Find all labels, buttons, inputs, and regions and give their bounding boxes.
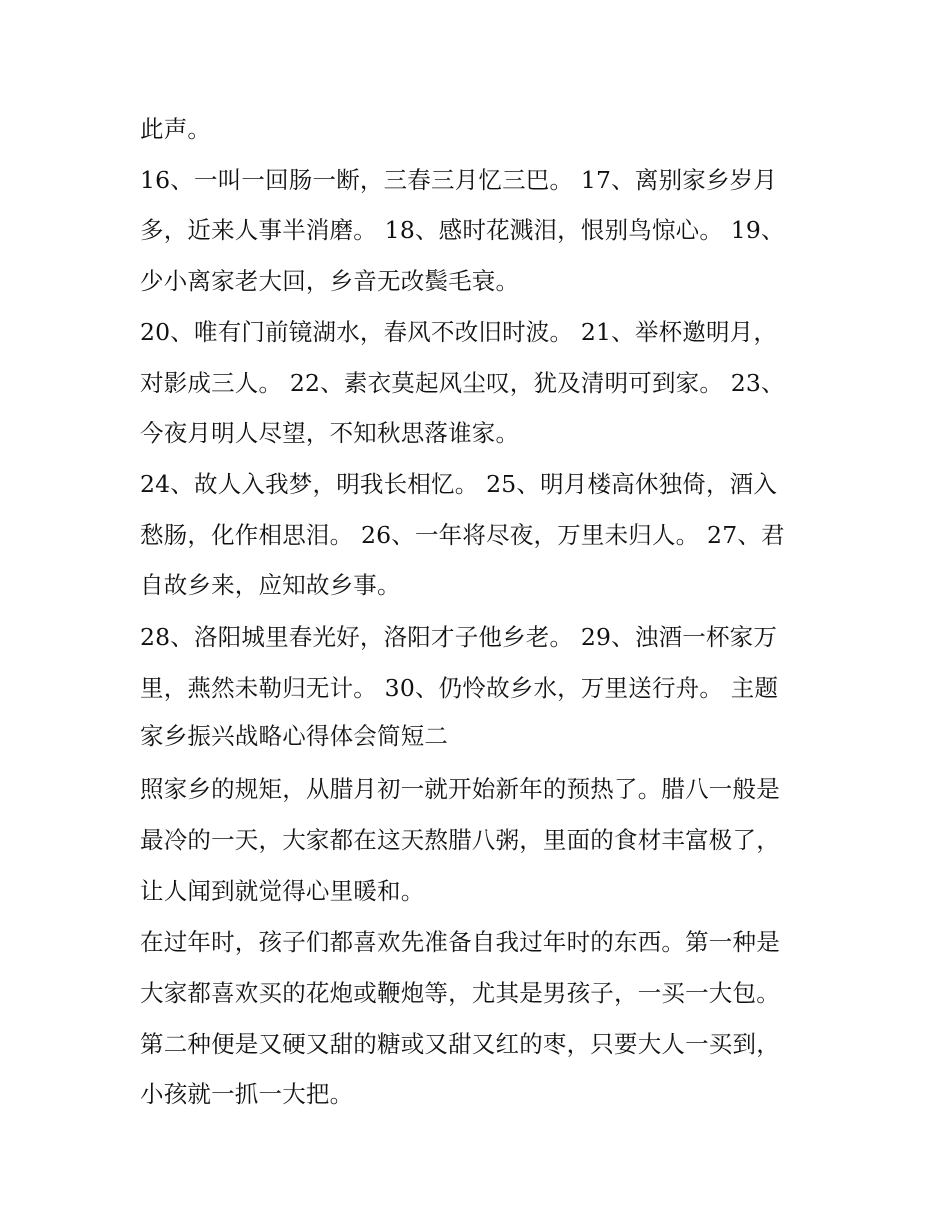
text-line: 少小离家老大回，乡音无改鬓毛衰。 <box>140 267 520 295</box>
text-line: 最冷的一天，大家都在这天熬腊八粥，里面的食材丰富极了， <box>140 826 780 854</box>
text-line: 多，近来人事半消磨。 18、感时花溅泪，恨别鸟惊心。 19、 <box>140 216 785 244</box>
text-line: 第二种便是又硬又甜的糖或又甜又红的枣，只要大人一买到， <box>140 1030 780 1058</box>
text-line: 在过年时，孩子们都喜欢先准备自我过年时的东西。第一种是 <box>140 928 780 956</box>
text-line: 20、唯有门前镜湖水，春风不改旧时波。 21、举杯邀明月， <box>140 318 778 346</box>
text-line: 今夜月明人尽望，不知秋思落谁家。 <box>140 419 520 447</box>
text-line: 此声。 <box>140 115 212 143</box>
text-line: 里，燕然未勒归无计。 30、仍怜故乡水，万里送行舟。 主题 <box>140 674 779 702</box>
text-line: 自故乡来，应知故乡事。 <box>140 571 401 599</box>
text-line: 让人闻到就觉得心里暖和。 <box>140 877 425 905</box>
text-line: 照家乡的规矩，从腊月初一就开始新年的预热了。腊八一般是 <box>140 775 780 803</box>
text-line: 对影成三人。 22、素衣莫起风尘叹，犹及清明可到家。 23、 <box>140 369 785 397</box>
text-line: 小孩就一抓一大把。 <box>140 1080 354 1108</box>
text-line: 28、洛阳城里春光好，洛阳才子他乡老。 29、浊酒一杯家万 <box>140 623 778 651</box>
text-line: 大家都喜欢买的花炮或鞭炮等，尤其是男孩子，一买一大包。 <box>140 979 780 1007</box>
text-line: 24、故人入我梦，明我长相忆。 25、明月楼高休独倚，酒入 <box>140 470 778 498</box>
text-line: 愁肠，化作相思泪。 26、一年将尽夜，万里未归人。 27、君 <box>140 521 785 549</box>
text-line: 16、一叫一回肠一断，三春三月忆三巴。 17、离别家乡岁月 <box>140 166 778 194</box>
section-heading: 家乡振兴战略心得体会简短二 <box>140 722 449 750</box>
